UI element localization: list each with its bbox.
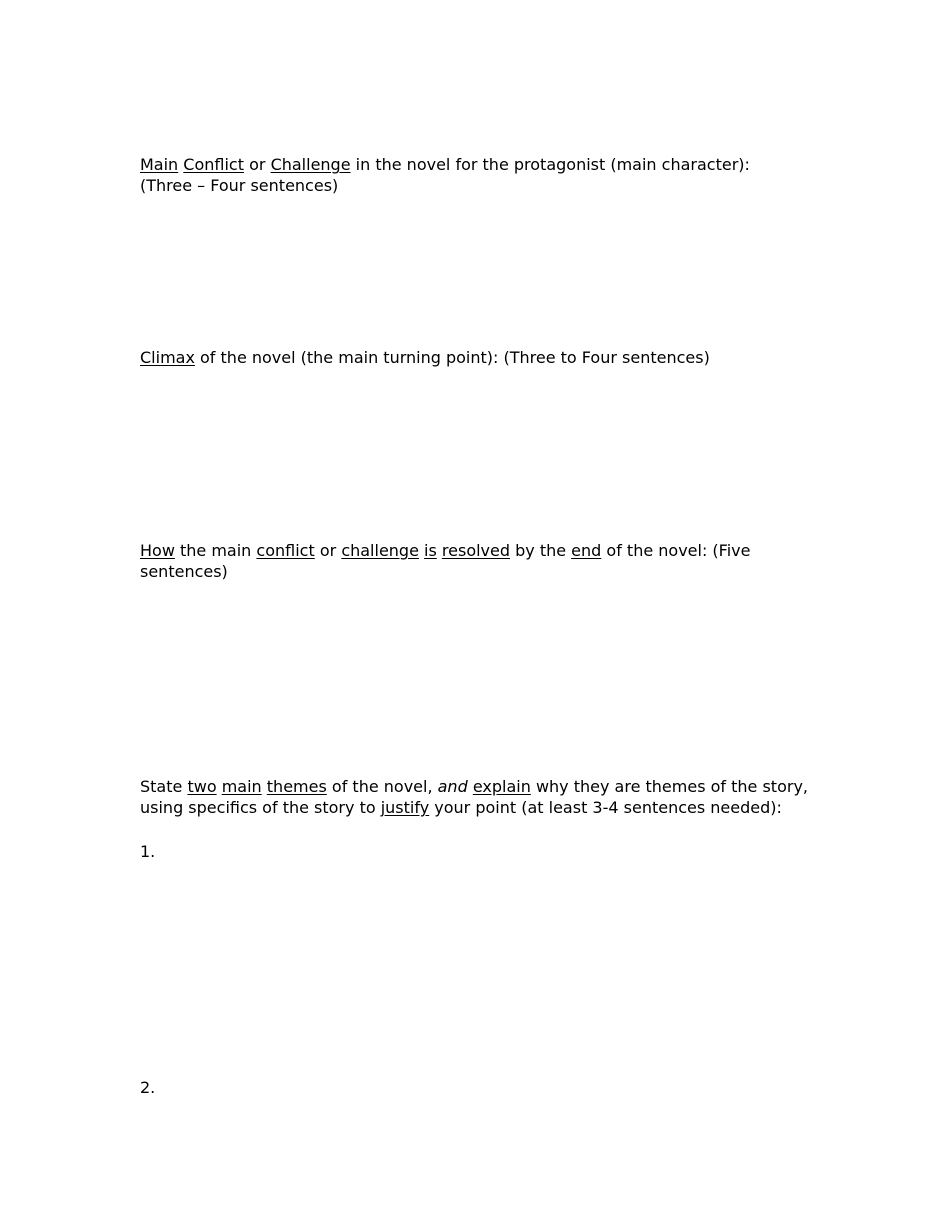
underlined-word: end: [571, 541, 602, 560]
underlined-word: main: [221, 777, 262, 796]
prompt-text: State: [140, 777, 183, 796]
underlined-word: Main: [140, 155, 179, 174]
underlined-word: resolved: [441, 541, 511, 560]
prompt-text: the main: [180, 541, 252, 560]
underlined-word: Challenge: [270, 155, 351, 174]
underlined-word: How: [140, 541, 175, 560]
climax-prompt: [140, 347, 810, 368]
prompt-text: of the novel: (Five sentences): [140, 541, 751, 581]
italic-word: and: [437, 777, 468, 796]
prompt-text: why they are themes of the story, using specifics of the story to: [140, 777, 808, 817]
theme-item-2-label: 2.: [140, 1078, 156, 1097]
underlined-word: justify: [380, 798, 430, 817]
underlined-word: themes: [266, 777, 327, 796]
underlined-word: is: [424, 541, 437, 560]
underlined-word: explain: [472, 777, 531, 796]
underlined-word: challenge: [341, 541, 419, 560]
prompt-text: of the novel,: [331, 777, 433, 796]
prompt-text: by the: [515, 541, 567, 560]
prompt-text: or: [319, 541, 337, 560]
themes-prompt: [140, 776, 810, 818]
resolution-prompt: [140, 540, 810, 582]
underlined-word: Climax: [140, 348, 195, 367]
main-conflict-prompt: [140, 154, 810, 196]
underlined-word: Conflict: [183, 155, 244, 174]
underlined-word: two: [187, 777, 217, 796]
theme-item-1-label: 1.: [140, 842, 156, 861]
prompt-text: in the novel for the protagonist (main character):: [355, 155, 750, 174]
prompt-text: or: [249, 155, 266, 174]
prompt-text: (Three – Four sentences): [140, 176, 339, 195]
prompt-text: of the novel (the main turning point): (Three to Four sentences): [200, 348, 710, 367]
underlined-word: conflict: [256, 541, 315, 560]
prompt-text: your point (at least 3-4 sentences needed):: [434, 798, 782, 817]
